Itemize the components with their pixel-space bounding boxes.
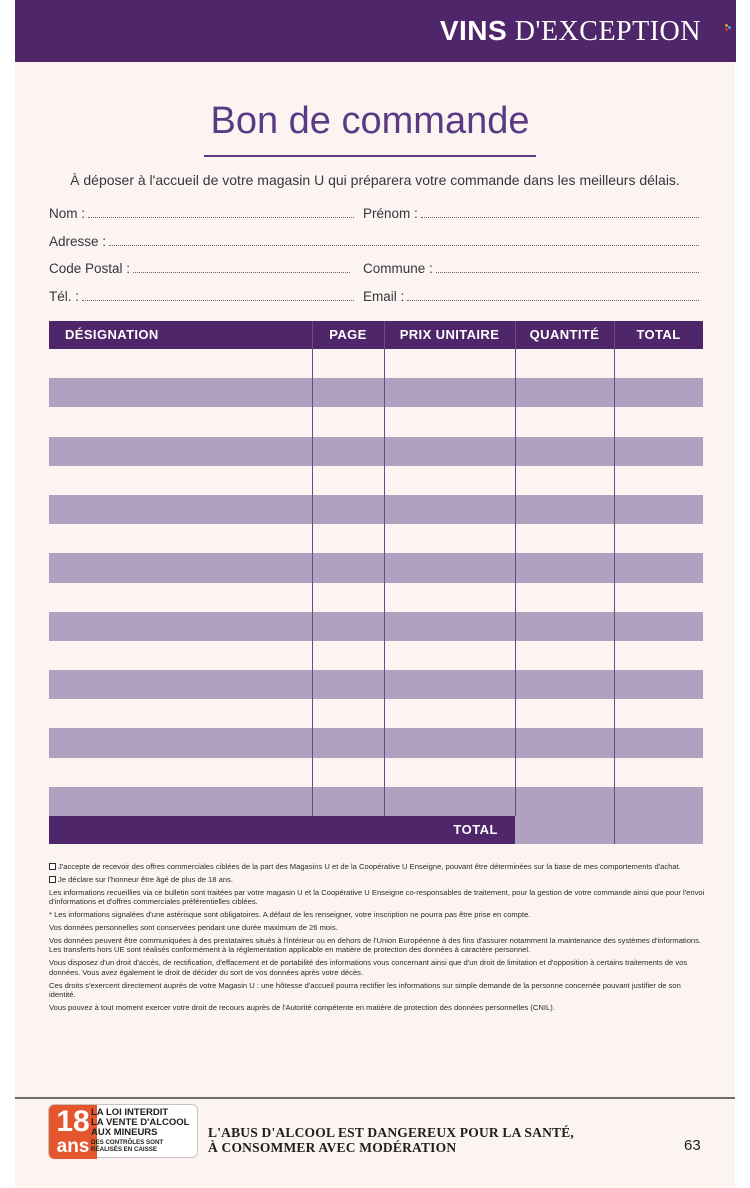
total-row [49,816,515,844]
column-divider [515,321,516,844]
nom-field[interactable] [49,206,354,221]
table-row[interactable] [49,553,703,582]
commune-label: Commune : [363,261,433,276]
age-restriction-badge [48,1104,198,1158]
section-title-bold: VINS [439,15,508,46]
badge-small-2: RÉALISÉS EN CAISSE [91,1146,158,1153]
instructions-text: À déposer à l'accueil de votre magasin U qui préparera votre commande dans les meilleurs délais. [70,172,680,188]
commune-field[interactable] [363,261,699,276]
badge-line-2: LA VENTE D'ALCOOL [91,1117,190,1128]
tel-input-line[interactable] [82,290,354,301]
prenom-input-line[interactable] [421,207,699,218]
title-underline [204,155,536,157]
legal-paragraph: Les informations recueillies via ce bulletin sont traitées par votre magasin U et la Coopérative U Enseigne co-responsables de traitement, pour la gestion de votre commande ainsi que pour l'envoi d'informations et d'offres commerciales préférentielles ciblées. [49,887,705,907]
offers-checkbox[interactable] [49,863,56,870]
legal-paragraph: Ces droits s'exercent directement auprès de votre Magasin U : une hôtesse d'accueil pourra rectifier les informations sur simple demande de la personne concernée pouvant justifier de son identité. [49,980,681,999]
table-row[interactable] [49,466,703,495]
table-row[interactable] [49,728,703,757]
column-divider [312,321,313,844]
age-18-icon [49,1105,97,1159]
footer-divider [15,1097,735,1099]
tel-field[interactable] [49,289,354,304]
badge-unit: ans [56,1136,90,1157]
prenom-label: Prénom : [363,206,418,221]
health-warning-line-1: L'ABUS D'ALCOOL EST DANGEREUX POUR LA SANTÉ, [208,1125,575,1140]
brand-dot-blue [728,26,731,29]
health-warning-line-2: À CONSOMMER AVEC MODÉRATION [208,1140,457,1155]
table-row[interactable] [49,349,703,378]
column-header-page: PAGE [329,327,367,342]
health-warning [208,1125,574,1155]
table-row[interactable] [49,583,703,612]
legal-paragraph: Vos données peuvent être communiquées à des prestataires situés à l'intérieur ou en dehors de l'Union Européenne à des fins d'assurer notamment la maintenance des systèmes d'informations. Les transferts hors UE sont réalisés conformément à la réglementation applicable en matière de protection des données à caractère personnel. [49,935,702,955]
legal-paragraph: Vous disposez d'un droit d'accès, de rectification, d'effacement et de portabilité des informations vous concernant ainsi que d'un droit de limitation et d'opposition à certains traitements de vos données. Vous avez également le droit de décider du sort de vos données après votre décès. [49,958,688,977]
tel-label: Tél. : [49,289,80,304]
table-row[interactable] [49,495,703,524]
legal-paragraph: Vous pouvez à tout moment exercer votre droit de recours auprès de l'Autorité compétente en matière de protection des données personnelles (CNIL). [49,1002,555,1012]
table-row[interactable] [49,641,703,670]
table-row[interactable] [49,437,703,466]
column-divider [614,321,615,844]
table-row[interactable] [49,612,703,641]
legal-paragraph: Vos données personnelles sont conservées pendant une durée maximum de 26 mois. [49,923,338,933]
commune-input-line[interactable] [436,262,699,273]
table-row[interactable] [49,758,703,787]
offers-consent[interactable] [49,862,709,871]
badge-text [91,1108,197,1153]
table-row[interactable] [49,524,703,553]
adresse-label: Adresse : [49,234,107,249]
age-checkbox[interactable] [49,876,56,883]
section-title-light: D'EXCEPTION [507,16,701,47]
nom-input-line[interactable] [88,207,354,218]
page-number: 63 [684,1137,701,1154]
badge-number: 18 [56,1105,90,1138]
column-header-designation: DÉSIGNATION [65,327,159,342]
adresse-field[interactable] [49,234,699,249]
code-postal-input-line[interactable] [133,262,350,273]
brand-dot-red [725,28,728,31]
badge-line-3: AUX MINEURS [91,1127,158,1138]
email-label: Email : [363,289,405,304]
table-row[interactable] [49,670,703,699]
table-row[interactable] [49,787,703,816]
table-row[interactable] [49,407,703,436]
age-consent[interactable] [49,875,709,884]
email-input-line[interactable] [407,290,699,301]
email-field[interactable] [363,289,699,304]
form-title: Bon de commande [210,100,530,142]
brand-dots-icon [725,24,731,30]
age-consent-text: Je déclare sur l'honneur être âgé de plus de 18 ans. [58,874,233,884]
table-row[interactable] [49,699,703,728]
badge-line-1: LA LOI INTERDIT [91,1107,169,1118]
total-value-cells[interactable] [515,816,703,844]
section-title [440,15,701,48]
column-divider [614,816,615,844]
header-bar [15,0,736,62]
legal-paragraph: * Les informations signalées d'une astérisque sont obligatoires. A défaut de les renseigner, votre inscription ne pourra pas être prise en compte. [49,910,531,920]
code-postal-field[interactable] [49,261,350,276]
column-header-prix-unitaire: PRIX UNITAIRE [399,327,500,342]
column-header-total: TOTAL [636,327,681,342]
legal-notice [49,862,709,1016]
nom-label: Nom : [49,206,86,221]
table-header [49,321,703,349]
prenom-field[interactable] [363,206,699,221]
column-header-quantite: QUANTITÉ [529,327,600,342]
table-row[interactable] [49,378,703,407]
total-label: TOTAL [453,822,498,837]
column-divider [384,321,385,844]
adresse-input-line[interactable] [109,235,699,246]
code-postal-label: Code Postal : [49,261,131,276]
offers-consent-text: J'accepte de recevoir des offres commerciales ciblées de la part des Magasins U et de la Coopérative U Enseigne, pouvant être déterminées sur la base de mes comportements d'achat. [58,862,681,871]
badge-small-1: DES CONTRÔLES SONT [91,1139,164,1146]
